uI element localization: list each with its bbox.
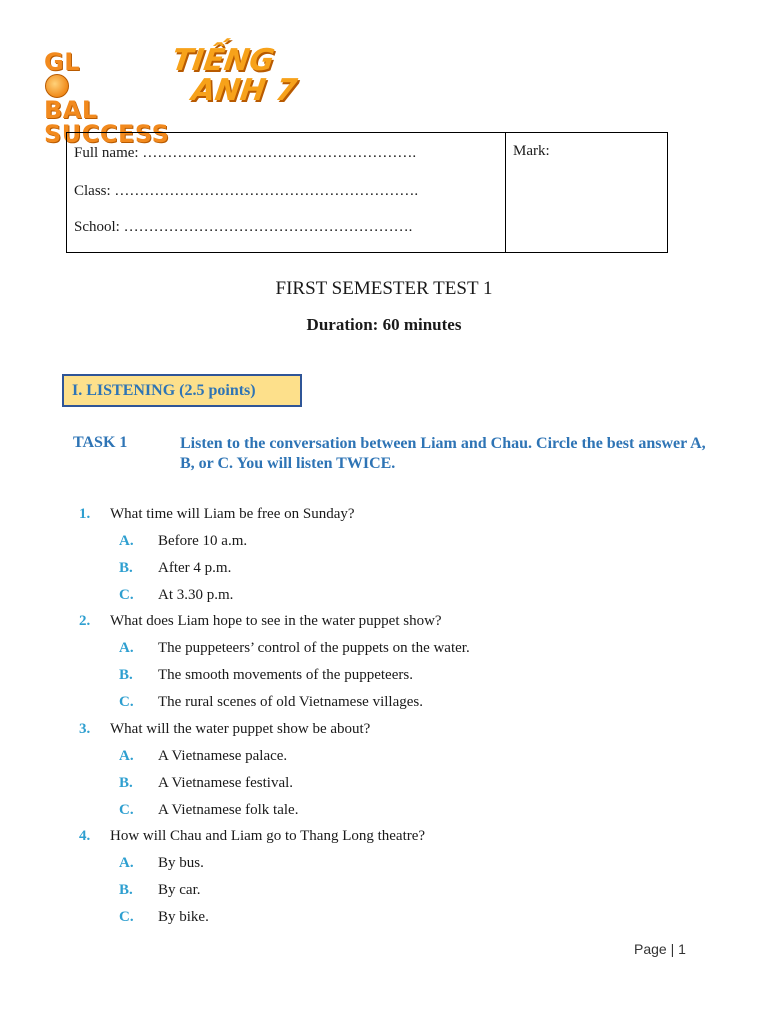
- question-number: 2.: [79, 613, 91, 629]
- question-number: 4.: [79, 828, 91, 844]
- option-letter[interactable]: B.: [119, 560, 133, 576]
- logo-text-gl: GL: [44, 48, 80, 76]
- option-letter[interactable]: A.: [119, 748, 134, 764]
- question-text: What time will Liam be free on Sunday?: [110, 506, 355, 522]
- option-text: At 3.30 p.m.: [158, 587, 234, 603]
- tieng-anh-7-logo: [166, 43, 303, 108]
- option-letter[interactable]: C.: [119, 802, 134, 818]
- option-letter[interactable]: A.: [119, 640, 134, 656]
- option-letter[interactable]: A.: [119, 855, 134, 871]
- student-info-table: [66, 132, 668, 253]
- option-letter[interactable]: C.: [119, 587, 134, 603]
- mark-field: Mark:: [513, 143, 550, 159]
- option-text: Before 10 a.m.: [158, 533, 248, 549]
- test-duration: Duration: 60 minutes: [306, 315, 462, 334]
- logo-text-tieng: TIẾNG: [169, 43, 277, 78]
- option-letter[interactable]: C.: [119, 909, 134, 925]
- option-letter[interactable]: B.: [119, 667, 133, 683]
- task-label: TASK 1: [73, 434, 128, 451]
- test-title: FIRST SEMESTER TEST 1: [275, 278, 493, 299]
- option-text: The smooth movements of the puppeteers.: [158, 667, 413, 683]
- option-text: A Vietnamese folk tale.: [158, 802, 299, 818]
- logo-text-bal: BAL: [44, 96, 98, 124]
- option-text: A Vietnamese festival.: [158, 775, 294, 791]
- global-success-tieng-anh-7-logo: [44, 43, 344, 148]
- option-letter[interactable]: C.: [119, 694, 134, 710]
- option-text: After 4 p.m.: [158, 560, 232, 576]
- option-text: By car.: [158, 882, 201, 898]
- class-field[interactable]: Class: …………………………………………………….: [74, 183, 419, 199]
- option-letter[interactable]: A.: [119, 533, 134, 549]
- option-text: The puppeteers’ control of the puppets on the water.: [158, 640, 470, 656]
- logo-text-anh-7: ANH 7: [189, 73, 300, 108]
- full-name-field[interactable]: Full name: ……………………………………………….: [74, 145, 417, 161]
- option-letter[interactable]: B.: [119, 775, 133, 791]
- option-letter[interactable]: B.: [119, 882, 133, 898]
- option-text: A Vietnamese palace.: [158, 748, 288, 764]
- option-text: By bike.: [158, 909, 209, 925]
- globe-icon: [45, 74, 69, 98]
- option-text: The rural scenes of old Vietnamese villages.: [158, 694, 423, 710]
- option-text: By bus.: [158, 855, 204, 871]
- section-header-listening: [62, 374, 302, 407]
- logo-text-success: SUCCESS: [44, 120, 170, 148]
- page-number: Page | 1: [634, 941, 686, 957]
- section-label: I. LISTENING (2.5 points): [72, 382, 256, 399]
- question-text: What does Liam hope to see in the water puppet show?: [110, 613, 442, 629]
- question-text: How will Chau and Liam go to Thang Long theatre?: [110, 828, 426, 844]
- question-number: 3.: [79, 721, 91, 737]
- question-text: What will the water puppet show be about?: [110, 721, 371, 737]
- student-info-cell: [67, 133, 506, 252]
- task-instruction: Listen to the conversation between Liam and Chau. Circle the best answer A, B, or C. You will listen TWICE.: [180, 435, 706, 472]
- school-field[interactable]: School: ………………………………………………….: [74, 219, 413, 235]
- question-number: 1.: [79, 506, 91, 522]
